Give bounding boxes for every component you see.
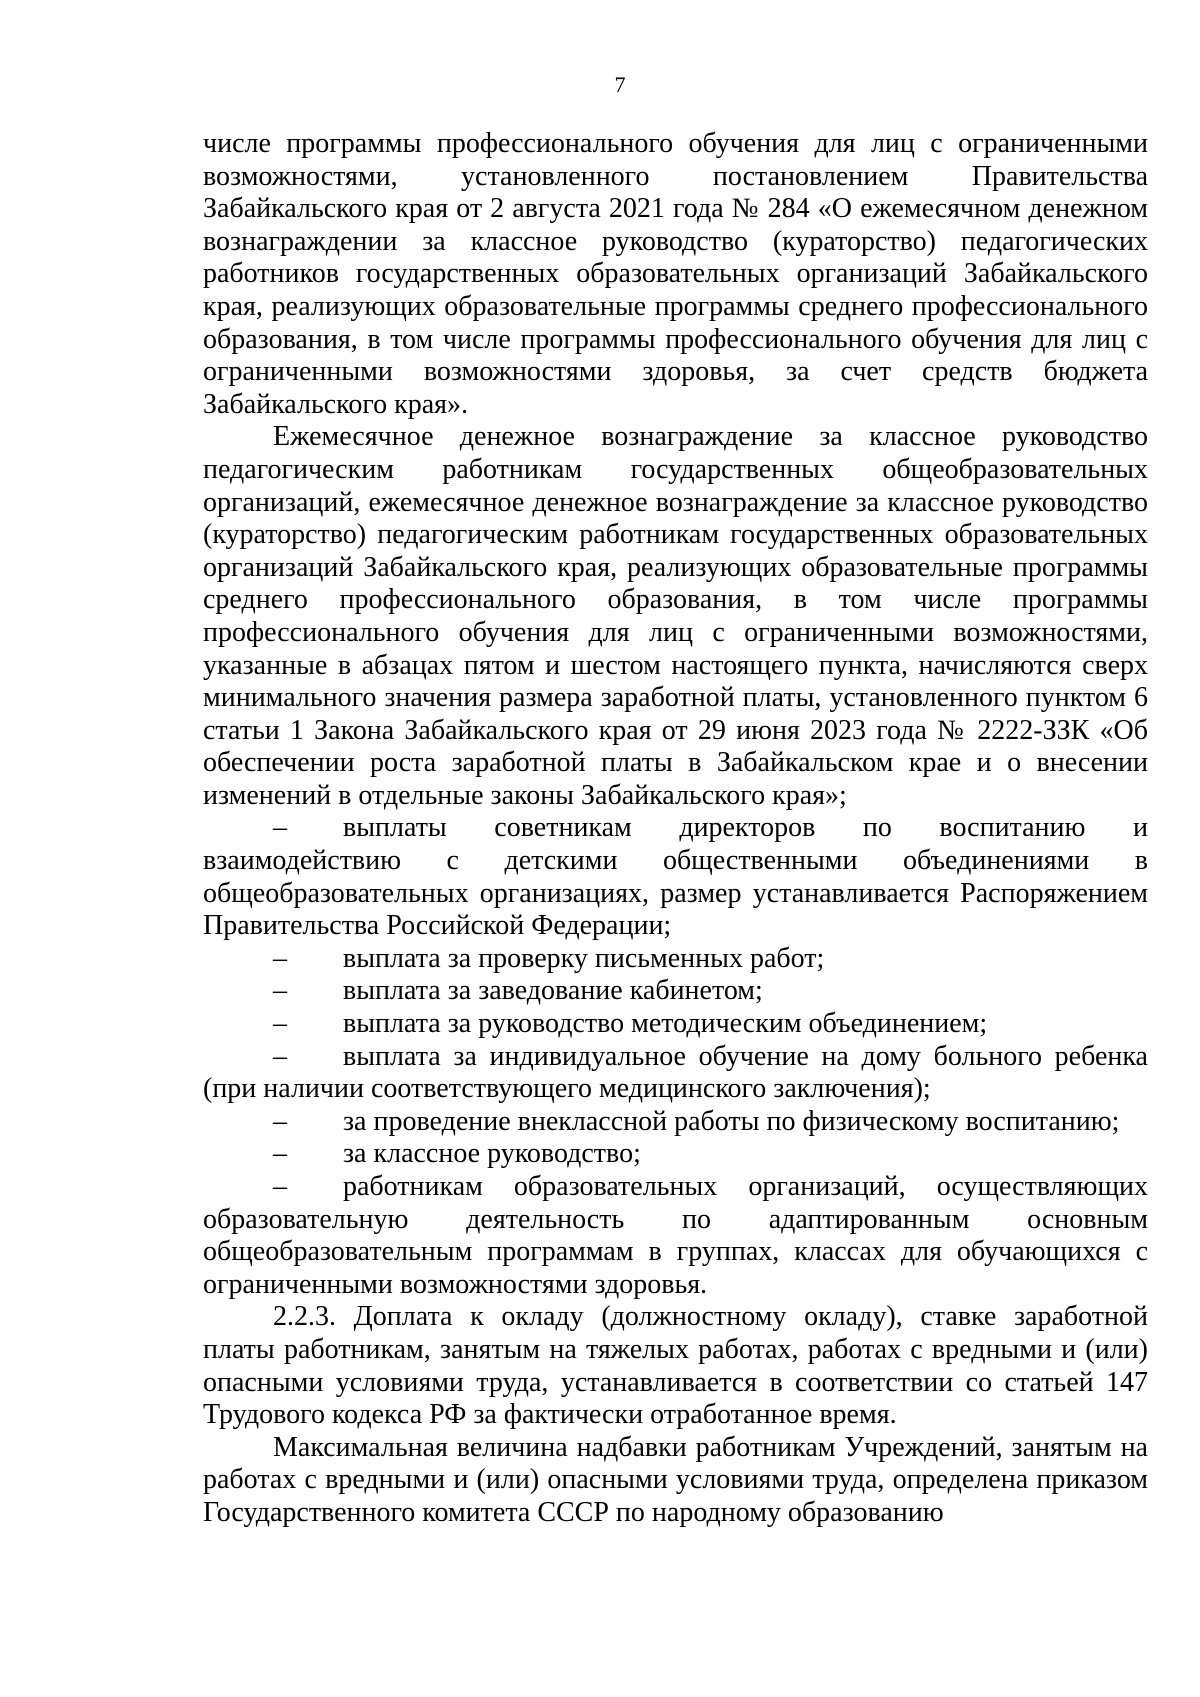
list-dash: – (273, 1040, 287, 1072)
list-item-class-management (203, 1138, 1148, 1171)
list-item-advisors-payment (203, 812, 1148, 942)
list-item-physical-education (203, 1106, 1148, 1139)
list-item-adapted-programs (203, 1171, 1148, 1301)
list-item-home-education (203, 1041, 1148, 1106)
list-dash: – (273, 1008, 287, 1040)
paragraph-continuation: числе программы профессионального обучения для лиц с ограниченными возможностями, установленного постановлением Правительства Забайкальского края от 2 августа 2021 года № 284 «О ежемесячном денежном вознаграждении за классное руководство (кураторство) педагогических работников государственных образовательных организаций Забайкальского края, реализующих образовательные программы среднего профессионального образования, в том числе программы профессионального обучения для лиц с ограниченными возможностями здоровья, за счет средств бюджета Забайкальского края». (203, 128, 1148, 420)
list-dash: – (273, 942, 287, 974)
page-number: 7 (614, 72, 626, 97)
list-item-methodical-association (203, 1008, 1148, 1041)
list-item-text: за проведение внеклассной работы по физическому воспитанию; (343, 1105, 1120, 1137)
paragraph-section-2-2-3: 2.2.3. Доплата к окладу (должностному окладу), ставке заработной платы работникам, занятым на тяжелых работах, работах с вредными и (или) опасными условиями труда, устанавливается в соответствии со статьей 147 Трудового кодекса РФ за фактически отработанное время. (203, 1301, 1148, 1431)
paragraph-maximum-allowance: Максимальная величина надбавки работникам Учреждений, занятым на работах с вредными и (или) опасными условиями труда, определена приказом Государственного комитета СССР по народному образованию (203, 1431, 1148, 1528)
list-item-text: выплата за руководство методическим объединением; (343, 1008, 988, 1040)
list-item-text: выплата за индивидуальное обучение на дому больного ребенка (при наличии соответствующего медицинского заключения); (203, 1040, 1148, 1105)
list-dash: – (273, 1138, 287, 1170)
list-item-text: за классное руководство; (343, 1138, 641, 1170)
document-body (203, 128, 1148, 1530)
list-dash: – (273, 812, 287, 844)
list-item-cabinet-management (203, 975, 1148, 1008)
list-item-text: выплаты советникам директоров по воспитанию и взаимодействию с детскими общественными объединениями в общеобразовательных организациях, размер устанавливается Распоряжением Правительства Российской Федерации; (203, 812, 1148, 942)
list-item-text: работникам образовательных организаций, осуществляющих образовательную деятельность по адаптированным основным общеобразовательным программам в группах, классах для обучающихся с ограниченными возможностями здоровья. (203, 1171, 1148, 1300)
paragraph-monthly-reward: Ежемесячное денежное вознаграждение за классное руководство педагогическим работникам государственных общеобразовательных организаций, ежемесячное денежное вознаграждение за классное руководство (кураторство) педагогическим работникам государственных образовательных организаций Забайкальского края, реализующих образовательные программы среднего профессионального образования, в том числе программы профессионального обучения для лиц с ограниченными возможностями, указанные в абзацах пятом и шестом настоящего пункта, начисляются сверх минимального значения размера заработной платы, установленного пунктом 6 статьи 1 Закона Забайкальского края от 29 июня 2023 года № 2222-ЗЗК «Об обеспечении роста заработной платы в Забайкальском крае и о внесении изменений в отдельные законы Забайкальского края»; (203, 421, 1148, 811)
list-dash: – (273, 1171, 287, 1202)
list-dash: – (273, 1105, 287, 1137)
list-item-written-works (203, 943, 1148, 976)
list-item-text: выплата за проверку письменных работ; (343, 942, 825, 974)
list-dash: – (273, 975, 287, 1007)
list-item-text: выплата за заведование кабинетом; (343, 975, 763, 1007)
